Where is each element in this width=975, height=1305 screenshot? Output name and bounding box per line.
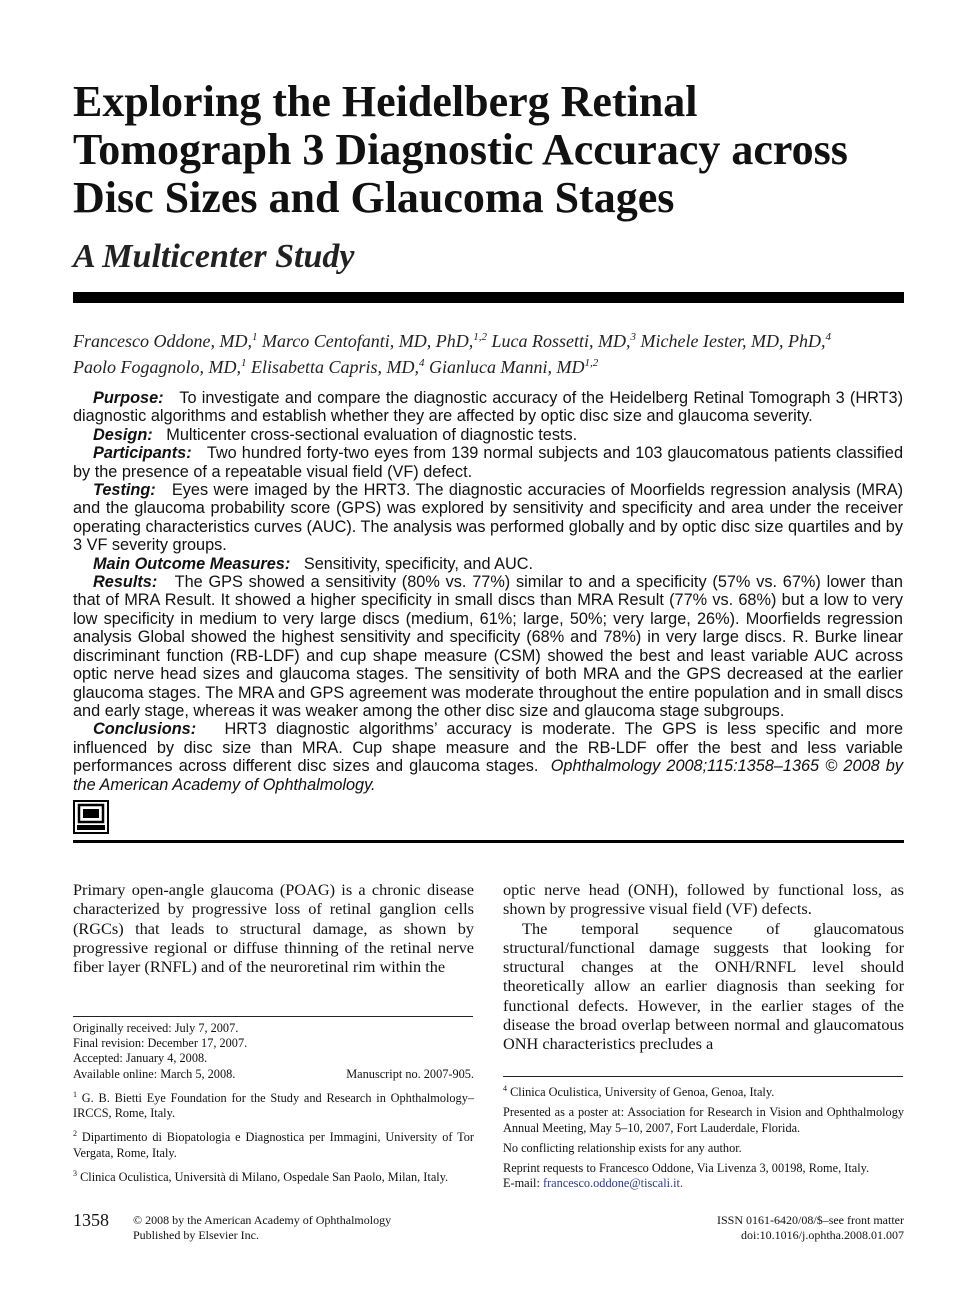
publisher-line: Published by Elsevier Inc. xyxy=(133,1228,259,1242)
author: Luca Rossetti, MD,$^3$ xyxy=(491,331,637,351)
footnote-rule-left xyxy=(73,1016,473,1017)
footnote-rule-right xyxy=(503,1076,903,1077)
body-paragraph: The temporal sequence of glaucomatous structural/functional damage suggests that looking for structural changes at the ONH/RNFL level should theoretically allow an earlier diagnosis than seeking for functional defects. However, in the earlier stages of the disease the broad overlap between normal and glaucomatous ONH characteristics precludes a xyxy=(503,918,904,1054)
abstract-results: Results: The GPS showed a sensitivity (80% vs. 77%) similar to and a specificity (57% vs. 67%) lower than that of MRA Result. It showed a higher specificity in small discs than MRA Result (77% vs. 68%) but a low to very low specificity in medium to very large discs (medium, 61%; large, 50%; very large, 26%). Moorfields regression analysis Global showed the highest sensitivity and specificity (68% and 78%) in very large discs. R. Burke linear discriminant function (RB-LDF) and cup shape measure (CSM) showed the best and least variable AUC across optic nerve head sizes and glaucoma stages. The sensitivity of both MRA and the GPS decreased at the earlier glaucoma stages. The MRA and GPS agreement was moderate throughout the entire population and in small discs and early stage, whereas it was weaker among the other disc size and glaucoma stage subgroups. xyxy=(73,573,903,720)
abstract xyxy=(73,389,903,794)
author: Marco Centofanti, MD, PhD,$^{1,2}$ xyxy=(261,331,488,351)
footnotes-left xyxy=(73,1021,474,1185)
conflict-note: No conflicting relationship exists for any author. xyxy=(503,1140,742,1155)
affiliation-4: $^4$ Clinica Oculistica, University of Genoa, Genoa, Italy. xyxy=(503,1084,775,1100)
issn-block xyxy=(717,1213,904,1243)
copyright-line: © 2008 by the American Academy of Ophthalmology xyxy=(133,1213,392,1227)
abstract-rule xyxy=(73,840,904,843)
abstract-design: Design: Multicenter cross-sectional evaluation of diagnostic tests. xyxy=(93,425,578,444)
affiliation-1: $^1$ G. B. Bietti Eye Foundation for the Study and Research in Ophthalmology–IRCCS, Rome, Italy. xyxy=(73,1089,474,1121)
author: Francesco Oddone, MD,$^1$ xyxy=(73,331,258,351)
footnotes-right xyxy=(503,1081,904,1191)
body-column-left xyxy=(73,880,474,976)
author: Michele Iester, MD, PhD,$^4$ xyxy=(640,331,831,351)
accepted-date: Accepted: January 4, 2008. xyxy=(73,1051,208,1066)
page-number: 1358 xyxy=(73,1210,109,1230)
affiliation-3: $^3$ Clinica Oculistica, Università di Milano, Ospedale San Paolo, Milan, Italy. xyxy=(73,1168,449,1184)
online-date: Available online: March 5, 2008. xyxy=(73,1066,236,1081)
computer-monitor-icon[interactable] xyxy=(73,800,109,834)
author: Paolo Fogagnolo, MD,$^1$ xyxy=(73,357,247,377)
author: Gianluca Manni, MD$^{1,2}$ xyxy=(429,357,599,377)
abstract-outcome: Main Outcome Measures: Sensitivity, specificity, and AUC. xyxy=(93,554,534,573)
abstract-testing: Testing: Eyes were imaged by the HRT3. The diagnostic accuracies of Moorfields regression analysis (MRA) and the glaucoma probability score (GPS) was explored by sensitivity and specificity and area under the receiver operating characteristics curves (AUC). The analysis was performed globally and by optic disc size quartiles and by 3 VF severity groups. xyxy=(73,481,903,555)
copyright-block xyxy=(133,1213,391,1243)
abstract-purpose: Purpose: To investigate and compare the diagnostic accuracy of the Heidelberg Retinal Tomograph 3 (HRT3) diagnostic algorithms and establish whether they are affected by optic disc size and glaucoma severity. xyxy=(73,389,903,426)
body-paragraph: optic nerve head (ONH), followed by functional loss, as shown by progressive visual field (VF) defects. xyxy=(503,880,904,919)
doi-line[interactable]: doi:10.1016/j.ophtha.2008.01.007 xyxy=(741,1228,904,1242)
article-subtitle: A Multicenter Study xyxy=(73,238,355,275)
issn-line: ISSN 0161-6420/08/$–see front matter xyxy=(717,1213,904,1227)
author: Elisabetta Capris, MD,$^4$ xyxy=(251,357,425,377)
revision-date: Final revision: December 17, 2007. xyxy=(73,1036,248,1051)
abstract-conclusions: Conclusions: HRT3 diagnostic algorithms’ accuracy is moderate. The GPS is less specific and more influenced by disc size than MRA. Cup shape measure and the RB-LDF offer the best and less variable performances across different disc sizes and glaucoma stages. Ophthalmology 2008;115:1358–1365 © 2008 by the American Academy of Ophthalmology. xyxy=(73,720,903,794)
email-link[interactable]: francesco.oddone@tiscali.it. xyxy=(542,1176,684,1191)
affiliation-2: $^2$ Dipartimento di Biopatologia e Diagnostica per Immagini, University of Tor Vergata, Rome, Italy. xyxy=(73,1129,474,1160)
manuscript-number: Manuscript no. 2007-905. xyxy=(346,1066,474,1081)
article-title: Exploring the Heidelberg Retinal Tomograph 3 Diagnostic Accuracy across Disc Sizes and Glaucoma Stages xyxy=(73,77,848,222)
title-rule xyxy=(73,292,904,303)
body-paragraph: Primary open-angle glaucoma (POAG) is a chronic disease characterized by progressive loss of retinal ganglion cells (RGCs) that leads to structural damage, as shown by progressive regional or diffuse thinning of the retinal nerve fiber layer (RNFL) and of the neuroretinal rim within the xyxy=(73,880,474,977)
journal-citation: Ophthalmology 2008;115:1358–1365 © 2008 by the American Academy of Ophthalmology. xyxy=(73,757,903,794)
received-date: Originally received: July 7, 2007. xyxy=(73,1021,239,1035)
reprint-note: Reprint requests to Francesco Oddone, Via Livenza 3, 00198, Rome, Italy. E-mail: francesco.oddone@tiscali.it. xyxy=(503,1160,870,1191)
online-date-line xyxy=(73,1067,474,1082)
author-list xyxy=(73,326,903,378)
abstract-participants: Participants: Two hundred forty-two eyes from 139 normal subjects and 103 glaucomatous patients classified by the presence of a repeatable visual field (VF) defect. xyxy=(73,444,904,481)
body-column-right xyxy=(503,880,904,1054)
poster-note: Presented as a poster at: Association for Research in Vision and Ophthalmology Annual Meeting, May 5–10, 2007, Fort Lauderdale, Florida. xyxy=(503,1105,904,1135)
